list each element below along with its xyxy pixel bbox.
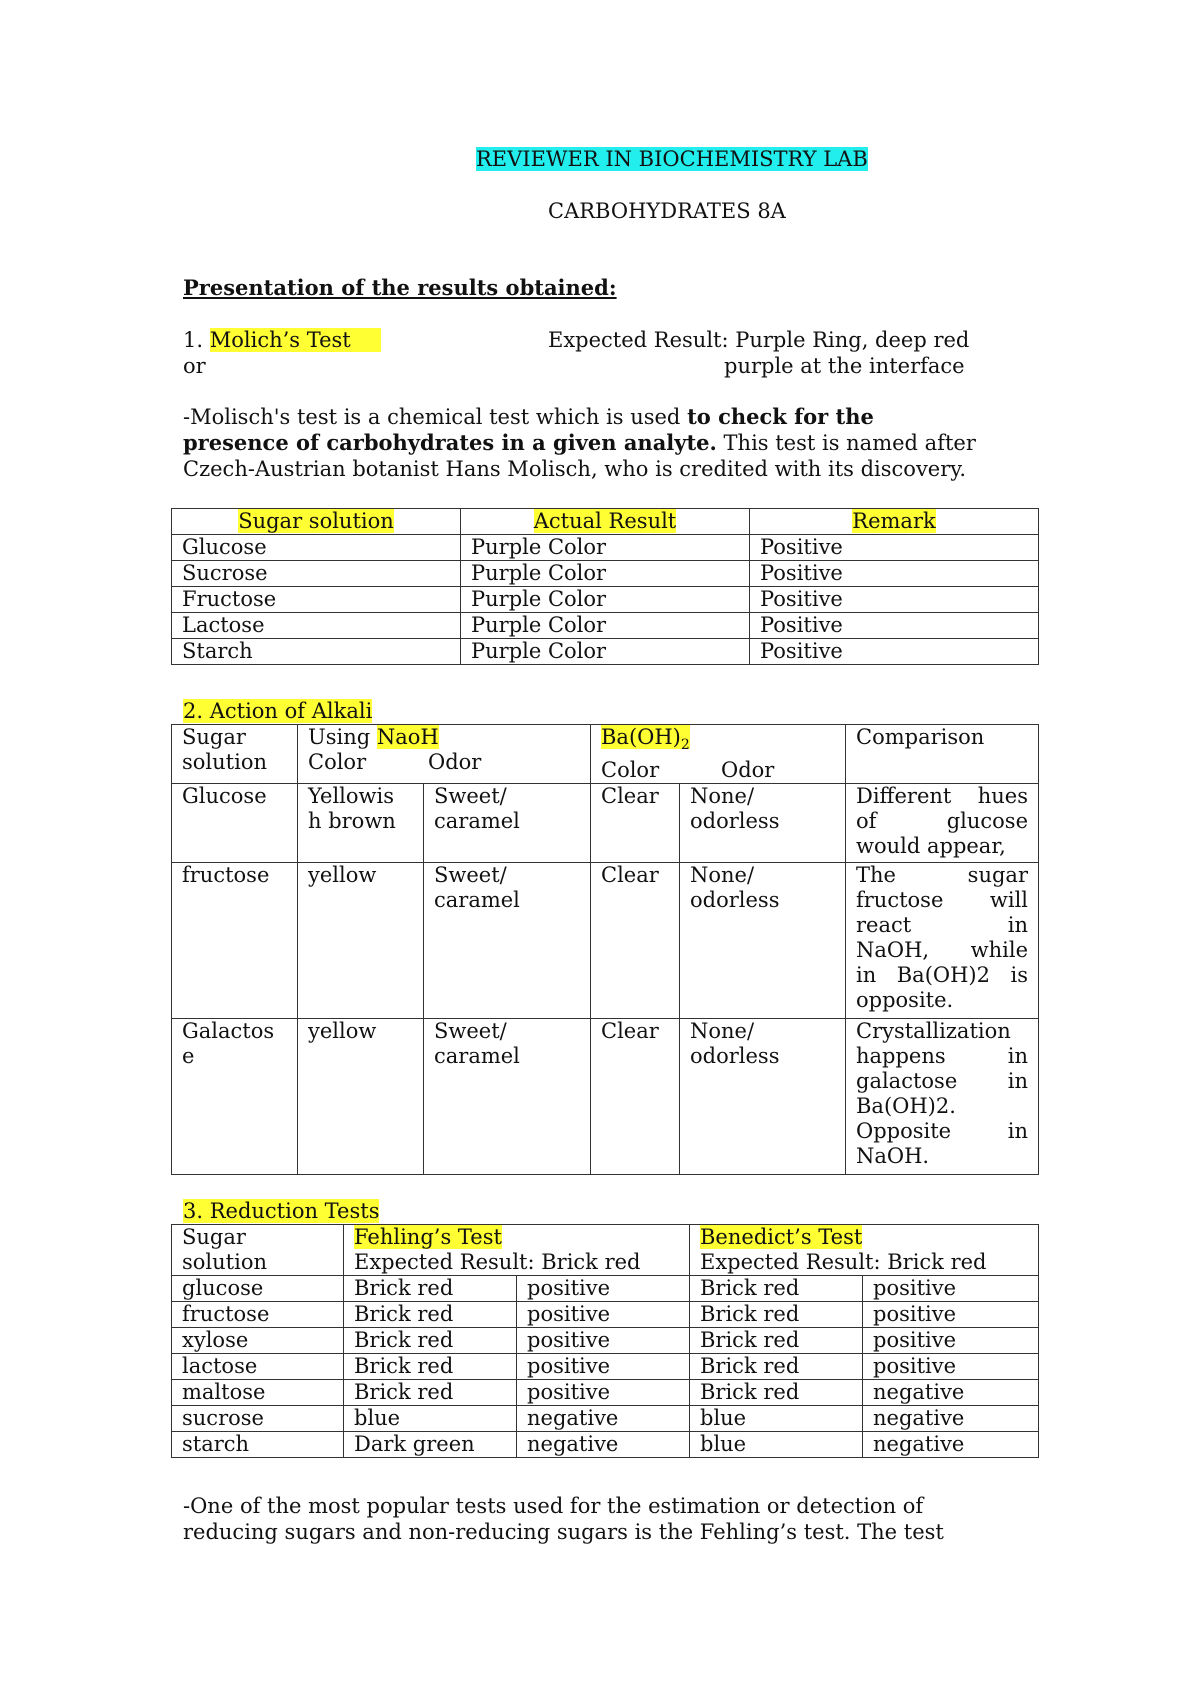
table-row bbox=[172, 1406, 1039, 1432]
table-cell: Glucose bbox=[172, 784, 298, 863]
table-cell: Purple Color bbox=[461, 561, 750, 587]
table-cell: yellow bbox=[298, 863, 424, 1019]
table-row bbox=[172, 613, 1039, 639]
table-cell: Positive bbox=[750, 561, 1039, 587]
section3-paragraph-line2: reducing sugars and non-reducing sugars is the Fehling’s test. The test bbox=[183, 1520, 944, 1544]
table-cell: Clear bbox=[591, 784, 680, 863]
table-header-row bbox=[172, 1225, 1039, 1276]
section1-paragraph-line3: Czech-Austrian botanist Hans Molisch, who is credited with its discovery. bbox=[183, 457, 967, 481]
table-cell: Sweet/ caramel bbox=[424, 784, 591, 863]
header-cell: Sugar solution bbox=[172, 509, 461, 535]
section1-expected: Expected Result: Purple Ring, deep red bbox=[548, 328, 970, 352]
header-cell: Remark bbox=[750, 509, 1039, 535]
table-cell: Clear bbox=[591, 863, 680, 1019]
section1-heading: 1. Molich’s Test bbox=[183, 327, 381, 353]
table-row bbox=[172, 1276, 1039, 1302]
table-cell: Brick red bbox=[344, 1328, 517, 1354]
section1-paragraph-line1: -Molisch's test is a chemical test which is used to check for the bbox=[183, 404, 874, 429]
table-cell: Purple Color bbox=[461, 613, 750, 639]
table-cell: positive bbox=[863, 1354, 1039, 1380]
table-cell: fructose bbox=[172, 863, 298, 1019]
header-cell-sugar: Sugar solution bbox=[172, 1225, 344, 1276]
section1-test-name: Molich’s Test bbox=[210, 328, 381, 352]
document-title: REVIEWER IN BIOCHEMISTRY LAB bbox=[476, 147, 868, 171]
intro-heading: Presentation of the results obtained: bbox=[183, 275, 617, 300]
table-row bbox=[172, 535, 1039, 561]
section1-or: or bbox=[183, 354, 206, 378]
table-cell: Purple Color bbox=[461, 587, 750, 613]
table-cell: Dark green bbox=[344, 1432, 517, 1458]
table-cell: starch bbox=[172, 1432, 344, 1458]
table-cell: None/ odorless bbox=[680, 784, 846, 863]
table-cell: yellow bbox=[298, 1019, 424, 1175]
table-cell: Brick red bbox=[690, 1302, 863, 1328]
table-cell: positive bbox=[517, 1276, 690, 1302]
table-cell: xylose bbox=[172, 1328, 344, 1354]
table-row bbox=[172, 863, 1039, 1019]
table-header-row bbox=[172, 509, 1039, 535]
table-row bbox=[172, 639, 1039, 665]
table-cell: negative bbox=[863, 1406, 1039, 1432]
section3-heading: 3. Reduction Tests bbox=[183, 1199, 380, 1223]
table-cell: positive bbox=[517, 1328, 690, 1354]
table-row bbox=[172, 1302, 1039, 1328]
header-cell: Actual Result bbox=[461, 509, 750, 535]
table-row bbox=[172, 587, 1039, 613]
table-cell: positive bbox=[517, 1354, 690, 1380]
table-row bbox=[172, 1354, 1039, 1380]
table-cell: positive bbox=[863, 1302, 1039, 1328]
table-row bbox=[172, 561, 1039, 587]
header-cell-naoh: Using NaoH Color Odor bbox=[298, 725, 591, 784]
table-row bbox=[172, 1328, 1039, 1354]
header-cell-benedict: Benedict’s Test Expected Result: Brick red bbox=[690, 1225, 1039, 1276]
table-cell: Sweet/ caramel bbox=[424, 863, 591, 1019]
table-cell: Brick red bbox=[344, 1354, 517, 1380]
table-cell: Lactose bbox=[172, 613, 461, 639]
table-cell: negative bbox=[863, 1380, 1039, 1406]
table-cell: Brick red bbox=[344, 1380, 517, 1406]
table-cell: None/ odorless bbox=[680, 1019, 846, 1175]
table-cell: Brick red bbox=[690, 1354, 863, 1380]
table-cell: Clear bbox=[591, 1019, 680, 1175]
section2-heading: 2. Action of Alkali bbox=[183, 699, 373, 723]
section3-paragraph-line1: -One of the most popular tests used for the estimation or detection of bbox=[183, 1494, 924, 1518]
table-cell: lactose bbox=[172, 1354, 344, 1380]
table-cell: blue bbox=[690, 1432, 863, 1458]
table-cell: negative bbox=[517, 1406, 690, 1432]
table-row bbox=[172, 1432, 1039, 1458]
table-cell: Galactos e bbox=[172, 1019, 298, 1175]
table-cell: sucrose bbox=[172, 1406, 344, 1432]
table-header-row bbox=[172, 725, 1039, 784]
table-cell: Sweet/ caramel bbox=[424, 1019, 591, 1175]
reduction-rows bbox=[172, 1276, 1039, 1458]
table-cell: Yellowis h brown bbox=[298, 784, 424, 863]
table-cell: The sugar fructose will react in NaOH, while in Ba(OH)2 is opposite. bbox=[846, 863, 1039, 1019]
table-cell: Starch bbox=[172, 639, 461, 665]
table-cell: maltose bbox=[172, 1380, 344, 1406]
document-subtitle: CARBOHYDRATES 8A bbox=[548, 199, 786, 223]
table-cell: positive bbox=[517, 1302, 690, 1328]
table-cell: Crystallization happens in galactose in Ba(OH)2. Opposite in NaOH. bbox=[846, 1019, 1039, 1175]
header-cell-baoh: $Ba(OH)_2$ Color Odor bbox=[591, 725, 846, 784]
table-cell: Brick red bbox=[690, 1380, 863, 1406]
section1-expected-cont: purple at the interface bbox=[724, 354, 965, 378]
table-row bbox=[172, 1380, 1039, 1406]
table-cell: None/ odorless bbox=[680, 863, 846, 1019]
table-cell: Purple Color bbox=[461, 639, 750, 665]
header-cell-comparison: Comparison bbox=[846, 725, 1039, 784]
table-cell: blue bbox=[344, 1406, 517, 1432]
alkali-table bbox=[171, 724, 1039, 1175]
table-cell: Brick red bbox=[690, 1328, 863, 1354]
table-cell: glucose bbox=[172, 1276, 344, 1302]
section1-paragraph-line2: presence of carbohydrates in a given analyte. This test is named after bbox=[183, 430, 976, 455]
table-cell: Purple Color bbox=[461, 535, 750, 561]
table-cell: negative bbox=[517, 1432, 690, 1458]
table-cell: Positive bbox=[750, 535, 1039, 561]
header-cell-sugar: Sugar solution bbox=[172, 725, 298, 784]
reduction-tests-table bbox=[171, 1224, 1039, 1458]
table-cell: positive bbox=[863, 1276, 1039, 1302]
table-row bbox=[172, 784, 1039, 863]
table-cell: negative bbox=[863, 1432, 1039, 1458]
table-cell: Positive bbox=[750, 639, 1039, 665]
table-cell: Fructose bbox=[172, 587, 461, 613]
molisch-results-table bbox=[171, 508, 1039, 665]
table-cell: Brick red bbox=[344, 1276, 517, 1302]
table-cell: fructose bbox=[172, 1302, 344, 1328]
table-cell: Positive bbox=[750, 613, 1039, 639]
table-cell: Brick red bbox=[344, 1302, 517, 1328]
table-cell: positive bbox=[863, 1328, 1039, 1354]
header-cell-fehling: Fehling’s Test Expected Result: Brick red bbox=[344, 1225, 690, 1276]
table-cell: Glucose bbox=[172, 535, 461, 561]
table-cell: Sucrose bbox=[172, 561, 461, 587]
table-cell: blue bbox=[690, 1406, 863, 1432]
table-cell: positive bbox=[517, 1380, 690, 1406]
table-cell: Positive bbox=[750, 587, 1039, 613]
table-cell: Different hues of glucose would appear, bbox=[846, 784, 1039, 863]
table-row bbox=[172, 1019, 1039, 1175]
table-cell: Brick red bbox=[690, 1276, 863, 1302]
